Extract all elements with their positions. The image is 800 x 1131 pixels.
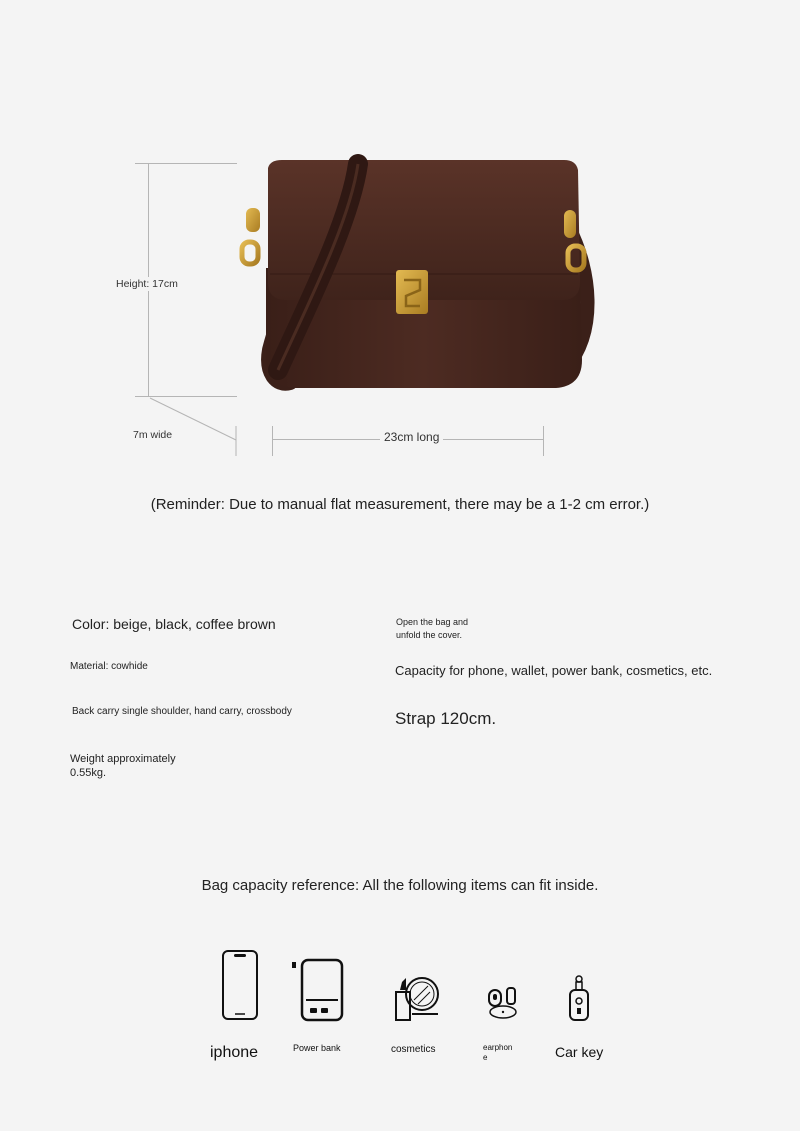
capacity-title: Bag capacity reference: All the following items can fit inside. <box>201 877 599 894</box>
height-top-line <box>135 163 237 164</box>
phone-icon <box>220 948 260 1022</box>
length-right-tick <box>543 426 544 456</box>
open-spec-line1: Open the bag and <box>396 617 469 627</box>
length-label: 23cm long <box>380 430 443 444</box>
open-spec <box>396 616 468 642</box>
item-label-earphone-line1: earphon <box>483 1043 513 1052</box>
item-earphone <box>486 986 520 1020</box>
carry-spec: Back carry single shoulder, hand carry, crossbody <box>72 706 292 717</box>
cosmetics-icon <box>392 970 444 1024</box>
earphone-icon <box>486 986 520 1020</box>
width-diagonal-line <box>148 396 240 458</box>
width-label: 7m wide <box>133 429 173 441</box>
length-left-tick <box>272 426 273 456</box>
item-label-earphone-line2: e <box>483 1053 488 1062</box>
item-label-iphone: iphone <box>210 1044 259 1061</box>
weight-spec <box>70 752 176 780</box>
measurement-reminder: (Reminder: Due to manual flat measurement, there may be a 1-2 cm error.) <box>150 496 650 513</box>
item-label-cosmetics: cosmetics <box>391 1044 436 1055</box>
strap-spec: Strap 120cm. <box>395 709 497 728</box>
weight-spec-line2: 0.55kg. <box>70 767 107 779</box>
item-iphone <box>218 948 262 1022</box>
item-power-bank <box>290 956 346 1022</box>
color-spec: Color: beige, black, coffee brown <box>72 616 276 632</box>
height-label: Height: 17cm <box>116 278 178 290</box>
item-cosmetics <box>392 970 444 1024</box>
weight-spec-line1: Weight approximately <box>70 753 176 765</box>
bag-image <box>230 150 610 410</box>
material-spec: Material: cowhide <box>70 661 148 672</box>
capacity-spec: Capacity for phone, wallet, power bank, cosmetics, etc. <box>395 663 713 678</box>
item-label-car-key: Car key <box>555 1044 604 1060</box>
open-spec-line2: unfold the cover. <box>396 630 463 640</box>
car-key-icon <box>566 974 592 1024</box>
item-label-power-bank: Power bank <box>293 1043 341 1053</box>
power-bank-icon <box>290 956 346 1022</box>
item-label-earphone <box>483 1043 512 1063</box>
item-car-key <box>566 974 592 1024</box>
